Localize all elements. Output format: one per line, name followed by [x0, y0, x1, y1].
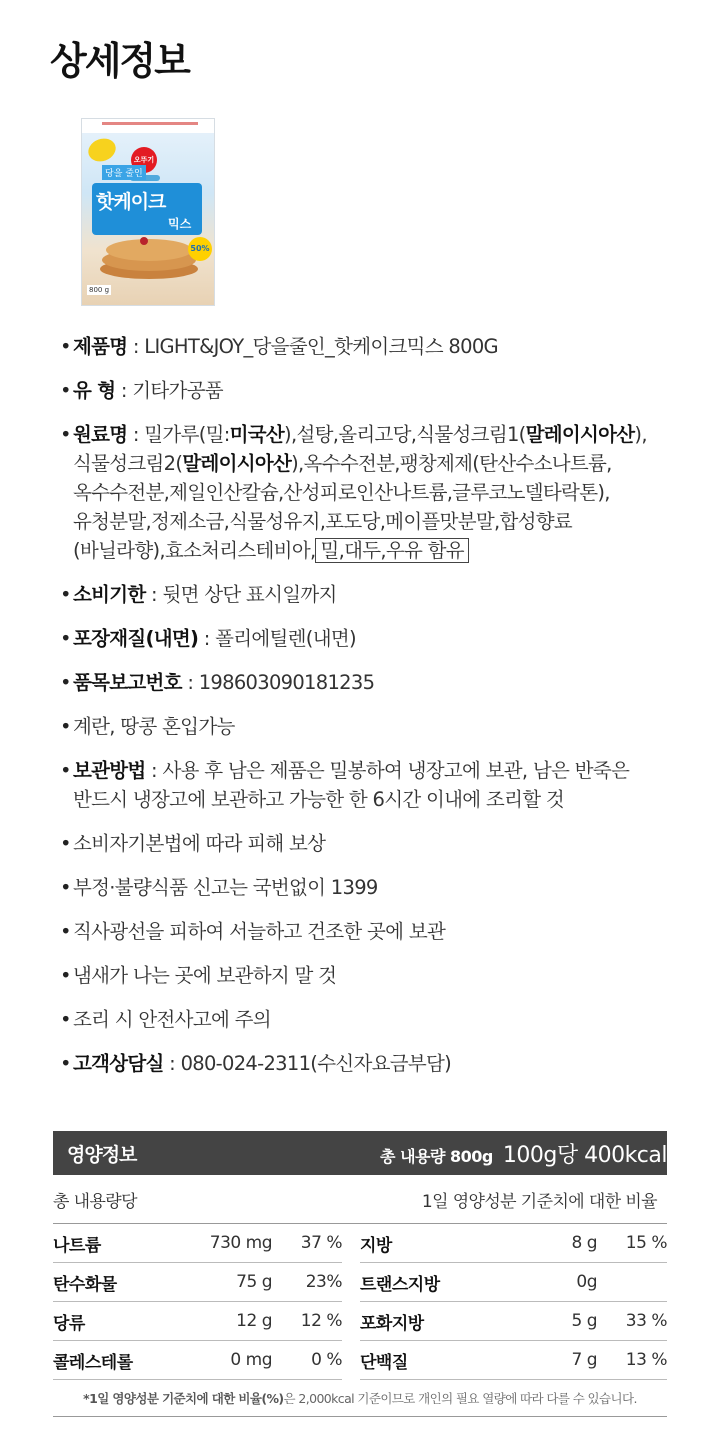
- nutrient-amount: 0 mg: [230, 1350, 272, 1370]
- info-item-compensation: [60, 829, 700, 858]
- nutrition-subheader: [53, 1175, 667, 1224]
- info-item-packaging: [60, 624, 700, 653]
- info-separator: :: [145, 583, 163, 606]
- nutrient-name: 단백질: [360, 1352, 408, 1373]
- nutrition-row: [53, 1302, 342, 1341]
- info-label: 제품명: [73, 335, 128, 358]
- nutrient-name: 나트륨: [53, 1235, 101, 1256]
- info-separator: :: [181, 671, 199, 694]
- info-item-allergen-notice: [60, 712, 700, 741]
- info-label: 보관방법: [73, 759, 146, 782]
- package-product-subname: 믹스: [168, 217, 192, 231]
- nutrition-title: 영양정보: [67, 1143, 137, 1166]
- info-value: 사용 후 남은 제품은 밀봉하여 냉장고에 보관, 남은 반죽은: [162, 759, 630, 782]
- info-value: 198603090181235: [198, 671, 375, 694]
- nutrition-row: [53, 1341, 342, 1380]
- info-separator: :: [115, 379, 133, 402]
- info-item-report-number: [60, 668, 700, 697]
- info-item-safety: [60, 1005, 700, 1034]
- nutrition-row: [360, 1224, 667, 1263]
- info-value: 계란, 땅콩 혼입가능: [73, 715, 235, 738]
- ingredient-text: 식물성크림2(: [73, 452, 183, 475]
- nutrient-percent: 13 %: [625, 1350, 667, 1370]
- nutrition-header: [53, 1131, 667, 1175]
- nutrition-table: [53, 1131, 667, 1417]
- info-item-sunlight: [60, 917, 700, 946]
- nutrition-row: [53, 1263, 342, 1302]
- nutrient-name: 당류: [53, 1313, 85, 1334]
- nutrition-row: [360, 1263, 667, 1302]
- package-badge-text: 당을 줄인: [102, 165, 146, 180]
- info-value: 080-024-2311(수신자요금부담): [180, 1052, 452, 1075]
- info-value: LIGHT&JOY_당을줄인_핫케이크믹스 800G: [144, 335, 498, 358]
- info-label: 유 형: [73, 379, 116, 402]
- nutrition-column-right: [360, 1224, 667, 1380]
- berry-topping: [140, 237, 148, 245]
- allergen-box: 밀,대두,우유 함유: [315, 538, 468, 563]
- nutrition-total-weight: 총 내용량 800g: [380, 1146, 493, 1166]
- info-separator: :: [127, 423, 145, 446]
- origin-text: 미국산: [229, 423, 285, 446]
- info-value: 직사광선을 피하여 서늘하고 건조한 곳에 보관: [73, 920, 446, 943]
- ingredients-line: [73, 449, 700, 478]
- nutrient-name: 포화지방: [360, 1313, 424, 1334]
- package-yellow-tag: [85, 135, 119, 165]
- info-value: 소비자기본법에 따라 피해 보상: [73, 832, 326, 855]
- nutrition-row: [53, 1224, 342, 1263]
- nutrient-name: 트랜스지방: [360, 1274, 440, 1295]
- nutrient-name: 지방: [360, 1235, 392, 1256]
- footnote-bold: *1일 영양성분 기준치에 대한 비율(%): [83, 1391, 284, 1406]
- nutrient-amount: 0g: [576, 1272, 597, 1292]
- nutrient-amount: 12 g: [236, 1311, 272, 1331]
- ingredient-text: (바닐라향),효소처리스테비아,: [73, 539, 316, 562]
- info-item-product-name: [60, 332, 700, 361]
- info-item-ingredients: [60, 420, 700, 565]
- ingredient-text: ),: [634, 423, 647, 446]
- ingredient-text: ),설탕,올리고당,식물성크림1(: [284, 423, 526, 446]
- storage-line: [73, 756, 700, 785]
- nutrient-name: 탄수화물: [53, 1274, 117, 1295]
- ingredients-line: [73, 420, 700, 449]
- ingredient-text: 밀가루(밀:: [144, 423, 230, 446]
- nutrition-row: [360, 1302, 667, 1341]
- info-value: 부정·불량식품 신고는 국번없이 1399: [73, 876, 378, 899]
- nutrient-percent: 37 %: [300, 1233, 342, 1253]
- ingredients-line: 유청분말,정제소금,식물성유지,포도당,메이플맛분말,합성향료: [73, 510, 573, 533]
- nutrient-percent: 33 %: [625, 1311, 667, 1331]
- origin-text: 말레이시아산: [182, 452, 292, 475]
- footnote-rest: 은 2,000kcal 기준이므로 개인의 필요 열량에 따라 다를 수 있습니다.: [283, 1391, 637, 1406]
- info-label: 포장재질(내면): [73, 627, 199, 650]
- nutrition-sub-right: 1일 영양성분 기준치에 대한 비율: [421, 1191, 657, 1212]
- nutrient-amount: 7 g: [571, 1350, 597, 1370]
- info-value: 조리 시 안전사고에 주의: [73, 1008, 271, 1031]
- nutrition-footnote: [53, 1380, 667, 1417]
- storage-line: 반드시 냉장고에 보관하고 가능한 한 6시간 이내에 조리할 것: [73, 788, 564, 811]
- info-label: 원료명: [73, 423, 128, 446]
- nutrition-row: [360, 1341, 667, 1380]
- info-separator: :: [163, 1052, 181, 1075]
- pancake-layer: [106, 239, 192, 261]
- info-value: 냄새가 나는 곳에 보관하지 말 것: [73, 964, 337, 987]
- package-top-text: [102, 122, 198, 125]
- info-item-storage: [60, 756, 700, 814]
- nutrition-sub-left: 총 내용량당: [53, 1191, 137, 1212]
- info-value: 기타가공품: [132, 379, 223, 402]
- ingredients-line: [73, 536, 700, 565]
- package-weight: 800 g: [89, 286, 110, 294]
- ingredient-text: ),옥수수전분,팽창제제(탄산수소나트륨,: [291, 452, 612, 475]
- nutrition-rows: [53, 1224, 667, 1380]
- nutrient-percent: 15 %: [625, 1233, 667, 1253]
- info-value: 폴리에틸렌(내면): [215, 627, 356, 650]
- nutrient-name: 콜레스테롤: [53, 1352, 133, 1373]
- info-value: 뒷면 상단 표시일까지: [162, 583, 337, 606]
- ingredients-line: 옥수수전분,제일인산칼슘,산성피로인산나트륨,글루코노델타락톤),: [73, 481, 610, 504]
- info-label: 고객상담실: [73, 1052, 164, 1075]
- package-product-name: 핫케이크: [96, 191, 166, 213]
- info-label: 소비기한: [73, 583, 146, 606]
- nutrient-amount: 730 mg: [209, 1233, 272, 1253]
- nutrient-amount: 75 g: [236, 1272, 272, 1292]
- promo-badge: 50%: [188, 237, 212, 261]
- info-label: 품목보고번호: [73, 671, 182, 694]
- product-package-image: [81, 118, 215, 306]
- nutrient-percent: 12 %: [300, 1311, 342, 1331]
- info-separator: :: [127, 335, 145, 358]
- nutrition-kcal: 100g당 400kcal: [502, 1142, 667, 1168]
- info-item-type: [60, 376, 700, 405]
- nutrient-percent: 0 %: [311, 1350, 342, 1370]
- origin-text: 말레이시아산: [525, 423, 635, 446]
- page-title: 상세정보: [50, 39, 189, 83]
- nutrition-summary: [380, 1138, 667, 1169]
- info-item-report-hotline: [60, 873, 700, 902]
- info-item-expiry: [60, 580, 700, 609]
- info-separator: :: [198, 627, 216, 650]
- info-item-customer-service: [60, 1049, 700, 1078]
- info-item-odor: [60, 961, 700, 990]
- nutrient-percent: 23%: [305, 1272, 342, 1292]
- info-separator: :: [145, 759, 163, 782]
- brand-logo: 오뚜기: [131, 147, 157, 173]
- nutrition-column-left: [53, 1224, 360, 1380]
- product-info-list: [60, 332, 700, 1093]
- nutrient-amount: 5 g: [571, 1311, 597, 1331]
- nutrient-amount: 8 g: [571, 1233, 597, 1253]
